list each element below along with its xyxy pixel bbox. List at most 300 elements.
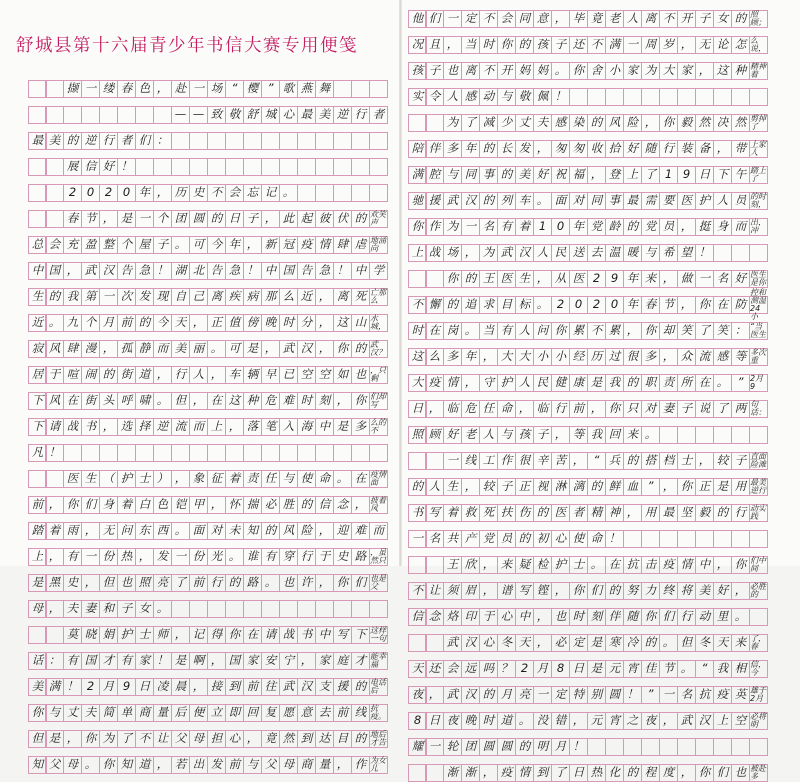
grid-cell: 与 <box>497 88 516 106</box>
grid-cell: 国 <box>81 652 100 670</box>
grid-cell <box>731 426 750 444</box>
grid-cell: 档 <box>659 452 678 470</box>
grid-cell: 年 <box>461 140 480 158</box>
grid-cell: ！ <box>569 738 588 756</box>
grid-cell: 复 <box>261 704 280 722</box>
grid-cell: 责 <box>243 470 262 488</box>
grid-cell <box>171 132 190 150</box>
grid-cell: 必将明 <box>750 712 766 729</box>
grid-cell: 他 <box>408 10 427 28</box>
grid-cell: ， <box>315 314 334 332</box>
grid-cell: 相 <box>731 660 750 678</box>
grid-cell: （ <box>99 470 118 488</box>
grid-cell: 告 <box>207 262 226 280</box>
grid-cell: 胜 <box>279 496 298 514</box>
grid-cell: 舒 <box>243 106 262 124</box>
grid-cell: ， <box>243 730 262 748</box>
grid-cell: 很 <box>623 348 642 366</box>
grid-cell: 丽 <box>189 340 208 358</box>
grid-cell: 与 <box>45 704 64 722</box>
grid-cell: 色 <box>153 496 172 514</box>
grid-cell: 请 <box>261 626 280 644</box>
grid-cell: 控和测温24小 <box>750 288 766 321</box>
grid-cell: 空 <box>731 712 750 730</box>
grid-cell: 生 <box>28 288 47 306</box>
grid-cell: 往 <box>261 678 280 696</box>
grid-cell <box>243 132 262 150</box>
right-writing-grid <box>408 10 768 782</box>
grid-cell <box>731 88 750 106</box>
grid-cell: 空 <box>315 366 334 384</box>
grid-cell <box>333 600 352 618</box>
grid-cell: 漓 <box>569 478 588 496</box>
grid-cell: 责 <box>659 374 678 392</box>
grid-cell: 会 <box>45 236 64 254</box>
grid-cell: 程 <box>641 764 660 782</box>
grid-cell: ！ <box>605 530 624 548</box>
grid-cell: 城 <box>261 106 280 124</box>
grid-cell: 名 <box>479 218 498 236</box>
grid-cell: 正 <box>695 478 714 496</box>
grid-cell: 光 <box>207 548 226 566</box>
grid-cell: 多 <box>443 140 462 158</box>
grid-cell: 如 <box>333 366 352 384</box>
grid-cell: 时 <box>408 322 427 340</box>
grid-cell: 不 <box>587 322 606 340</box>
grid-cell: 时 <box>279 314 298 332</box>
grid-cell: 国 <box>279 262 298 280</box>
grid-cell <box>261 158 280 176</box>
grid-cell: 然 <box>731 114 750 132</box>
grid-cell: ， <box>533 634 552 652</box>
grid-cell: 一 <box>533 686 552 704</box>
grid-cell: 上家人 <box>750 140 766 157</box>
grid-cell: 问 <box>533 322 552 340</box>
grid-cell: 医 <box>551 504 570 522</box>
grid-cell: 备 <box>695 140 714 158</box>
grid-cell: 一 <box>425 738 444 756</box>
grid-cell: 年 <box>225 236 244 254</box>
grid-cell: 圆 <box>497 738 516 756</box>
grid-cell: 防 <box>731 296 750 314</box>
grid-cell: 。 <box>153 392 172 410</box>
grid-cell: 笔 <box>261 418 280 436</box>
grid-cell: 在 <box>243 626 262 644</box>
grid-cell: 危 <box>261 392 280 410</box>
grid-cell: ， <box>189 314 208 332</box>
grid-cell: 。 <box>171 522 190 540</box>
grid-cell: 用 <box>731 478 750 496</box>
grid-cell: 信 <box>81 158 100 176</box>
grid-cell: 选 <box>117 418 136 436</box>
grid-cell <box>333 132 352 150</box>
grid-cell: 下 <box>28 392 47 410</box>
grid-cell: 你 <box>641 608 660 626</box>
grid-cell: 节 <box>659 660 678 678</box>
grid-cell: 最 <box>623 192 642 210</box>
grid-cell <box>425 452 444 470</box>
grid-cell: 元 <box>605 660 624 678</box>
grid-cell: 春 <box>117 80 136 98</box>
grid-cell: 们 <box>425 10 444 28</box>
grid-cell: 过 <box>605 348 624 366</box>
grid-cell: 母 <box>63 756 82 774</box>
grid-cell: 庭 <box>333 652 352 670</box>
grid-cell: ， <box>297 652 316 670</box>
grid-cell: 离 <box>461 62 480 80</box>
grid-cell: 最 <box>28 132 47 150</box>
grid-cell: 种 <box>243 392 262 410</box>
grid-cell: 于 <box>45 366 64 384</box>
grid-cell: 开 <box>677 10 696 28</box>
grid-cell: 救 <box>461 504 480 522</box>
grid-cell <box>99 444 118 462</box>
grid-cell: 的 <box>443 296 462 314</box>
grid-cell: 人 <box>189 366 208 384</box>
grid-cell <box>623 88 642 106</box>
grid-cell: 民 <box>551 244 570 262</box>
grid-cell: 同 <box>587 192 606 210</box>
grid-cell: 下 <box>713 166 732 184</box>
grid-cell: 亡那么 <box>370 288 386 305</box>
grid-cell: 满 <box>45 678 64 696</box>
grid-cell <box>225 132 244 150</box>
grid-cell: 美 <box>515 166 534 184</box>
grid-cell: 国 <box>225 652 244 670</box>
grid-cell: 生 <box>443 478 462 496</box>
grid-cell: ， <box>479 764 498 782</box>
grid-cell <box>279 158 298 176</box>
grid-cell: 美 <box>45 132 64 150</box>
grid-cell: ， <box>659 348 678 366</box>
grid-cell <box>659 426 678 444</box>
grid-cell: 你 <box>333 574 352 592</box>
grid-cell: 展 <box>63 158 82 176</box>
grid-cell: ， <box>333 392 352 410</box>
grid-cell: 空 <box>297 366 316 384</box>
grid-cell: 守 <box>479 374 498 392</box>
grid-cell: 肆 <box>333 236 352 254</box>
grid-cell <box>351 444 370 462</box>
grid-cell: 疫情面 <box>370 470 386 487</box>
grid-cell: 了 <box>713 400 732 418</box>
grid-cell: ， <box>695 452 714 470</box>
grid-cell: ， <box>261 210 280 228</box>
grid-cell: 信 <box>315 496 334 514</box>
grid-cell: 。 <box>731 608 750 626</box>
grid-cell: 的 <box>497 166 516 184</box>
grid-cell: 月 <box>551 738 570 756</box>
grid-cell <box>45 626 64 644</box>
grid-cell: 可 <box>189 236 208 254</box>
grid-cell <box>677 530 696 548</box>
grid-cell <box>749 530 768 548</box>
grid-cell: 中 <box>695 556 714 574</box>
grid-cell: 孩 <box>408 62 427 80</box>
right-page <box>402 0 800 781</box>
grid-cell: 不 <box>587 36 606 54</box>
grid-cell: 问 <box>117 522 136 540</box>
grid-cell: 会 <box>443 660 462 678</box>
grid-cell: ， <box>171 626 190 644</box>
grid-cell: 告 <box>117 262 136 280</box>
grid-cell: 新 <box>261 236 280 254</box>
grid-cell: 战 <box>279 626 298 644</box>
grid-cell: 最 <box>659 504 678 522</box>
grid-cell: 人 <box>443 88 462 106</box>
grid-cell: 敬 <box>515 88 534 106</box>
grid-cell: 武 <box>81 262 100 280</box>
grid-cell <box>623 738 642 756</box>
grid-cell: 搭 <box>641 452 660 470</box>
grid-cell: 将 <box>677 582 696 600</box>
grid-cell: 等 <box>731 348 750 366</box>
grid-cell <box>713 426 732 444</box>
grid-cell: 懈 <box>425 296 444 314</box>
grid-cell: 便 <box>189 704 208 722</box>
grid-cell: 母 <box>189 730 208 748</box>
grid-cell <box>297 444 316 462</box>
grid-cell: 动 <box>695 608 714 626</box>
grid-cell: 夜 <box>408 686 427 704</box>
grid-cell <box>279 600 298 618</box>
grid-cell: 列 <box>497 192 516 210</box>
grid-cell: 是 <box>587 374 606 392</box>
grid-cell: 。 <box>81 756 100 774</box>
grid-cell: 然 <box>695 114 714 132</box>
grid-cell: 写 <box>333 626 352 644</box>
grid-cell: 也是父 <box>370 574 386 591</box>
grid-cell <box>207 600 226 618</box>
grid-cell: ， <box>533 270 552 288</box>
grid-cell: 笑 <box>677 322 696 340</box>
grid-cell: 不 <box>479 62 498 80</box>
grid-cell: 挺 <box>695 218 714 236</box>
grid-cell: 湖 <box>171 262 190 280</box>
grid-cell: 辆 <box>243 366 262 384</box>
grid-cell: 护 <box>117 470 136 488</box>
grid-cell: 康 <box>569 374 588 392</box>
grid-cell <box>369 184 388 202</box>
grid-cell: 值 <box>225 314 244 332</box>
grid-cell: 于 <box>479 608 498 626</box>
grid-cell: 上 <box>408 244 427 262</box>
grid-cell: 甲 <box>189 496 208 514</box>
grid-cell: 使 <box>297 470 316 488</box>
grid-cell: 冷 <box>623 634 642 652</box>
grid-cell: 单 <box>117 704 136 722</box>
grid-cell: 歌 <box>279 80 298 98</box>
grid-cell: ， <box>587 400 606 418</box>
grid-cell: 护 <box>497 374 516 392</box>
grid-cell: 雄于2月 <box>750 686 766 703</box>
grid-cell: 武 <box>443 192 462 210</box>
grid-cell: 开 <box>497 62 516 80</box>
grid-cell: 书 <box>81 418 100 436</box>
grid-cell: 汉 <box>515 244 534 262</box>
grid-cell: 热 <box>117 548 136 566</box>
grid-cell: ， <box>81 574 100 592</box>
grid-cell: 。 <box>677 660 696 678</box>
grid-cell: 车 <box>225 366 244 384</box>
grid-cell: ， <box>461 244 480 262</box>
grid-cell: 名 <box>713 270 732 288</box>
grid-cell: “ <box>695 660 714 678</box>
grid-cell: 同 <box>461 166 480 184</box>
grid-cell <box>45 158 64 176</box>
grid-cell: 行 <box>297 548 316 566</box>
grid-cell: ， <box>569 452 588 470</box>
grid-cell: 收 <box>587 140 606 158</box>
grid-cell: 2 <box>551 296 570 314</box>
grid-cell: 伏 <box>333 210 352 228</box>
grid-cell: 自 <box>171 288 190 306</box>
grid-cell <box>605 88 624 106</box>
grid-cell: 若 <box>171 756 190 774</box>
grid-cell: 武 <box>443 686 462 704</box>
grid-cell: 母 <box>28 600 47 618</box>
grid-cell <box>153 158 172 176</box>
grid-cell: 为 <box>443 114 462 132</box>
grid-cell: 第 <box>81 288 100 306</box>
grid-cell: 未 <box>225 522 244 540</box>
grid-cell: 的 <box>461 270 480 288</box>
grid-cell: 为女儿 <box>370 756 386 773</box>
grid-cell: 是 <box>243 340 262 358</box>
grid-cell: 士 <box>569 556 588 574</box>
grid-cell: 日 <box>569 764 588 782</box>
grid-cell: ， <box>659 478 678 496</box>
grid-cell: 日 <box>225 210 244 228</box>
grid-cell <box>189 600 208 618</box>
grid-cell: 大 <box>497 348 516 366</box>
grid-cell: ！ <box>333 262 352 280</box>
grid-cell <box>425 634 444 652</box>
grid-cell: 命 <box>315 470 334 488</box>
grid-cell: 黑 <box>45 574 64 592</box>
grid-cell: 决 <box>713 114 732 132</box>
grid-cell: 信 <box>408 608 427 626</box>
grid-cell: 日 <box>135 678 154 696</box>
grid-cell <box>279 444 298 462</box>
grid-cell: 欣 <box>461 556 480 574</box>
grid-cell: 子 <box>497 478 516 496</box>
grid-cell: ！ <box>153 262 172 280</box>
grid-cell: 0 <box>551 218 570 236</box>
grid-cell <box>297 158 316 176</box>
grid-cell: ， <box>207 496 226 514</box>
grid-cell: 心 <box>551 530 570 548</box>
grid-cell: 工 <box>479 452 498 470</box>
grid-cell: 日 <box>425 712 444 730</box>
grid-cell: ， <box>677 296 696 314</box>
grid-cell: 北 <box>189 262 208 280</box>
grid-cell <box>587 738 606 756</box>
grid-cell <box>425 764 444 782</box>
grid-cell: 的 <box>261 522 280 540</box>
grid-cell: 节 <box>659 296 678 314</box>
grid-cell: 照 <box>408 426 427 444</box>
grid-cell: 晚 <box>461 712 480 730</box>
grid-cell: 年 <box>623 270 642 288</box>
grid-cell: 。 <box>225 548 244 566</box>
grid-cell: 父 <box>261 756 280 774</box>
grid-cell: 冠 <box>279 236 298 254</box>
grid-cell: ， <box>623 322 642 340</box>
grid-cell: ” <box>261 80 280 98</box>
grid-cell: 前 <box>569 400 588 418</box>
grid-cell: ， <box>425 400 444 418</box>
grid-cell: 满 <box>408 166 427 184</box>
grid-cell <box>63 444 82 462</box>
grid-cell: 而 <box>731 218 750 236</box>
grid-cell: 你 <box>63 496 82 514</box>
grid-cell: 武 <box>279 340 298 358</box>
grid-cell: 家 <box>623 62 642 80</box>
grid-cell: 你 <box>569 582 588 600</box>
grid-cell: 天 <box>408 660 427 678</box>
grid-cell: ” <box>641 478 660 496</box>
grid-cell: ， <box>63 730 82 748</box>
grid-cell: 你 <box>28 704 47 722</box>
grid-cell: 的 <box>515 36 534 54</box>
grid-cell: 里 <box>713 608 732 626</box>
grid-cell: 赴 <box>171 80 190 98</box>
grid-cell: 。 <box>45 314 64 332</box>
grid-cell: 战 <box>425 244 444 262</box>
grid-cell: 护 <box>117 626 136 644</box>
grid-cell: 老 <box>605 10 624 28</box>
grid-cell: 行 <box>677 608 696 626</box>
grid-cell: 欢笑声 <box>370 210 386 227</box>
grid-cell: 然 <box>279 730 298 748</box>
grid-cell: ， <box>551 426 570 444</box>
grid-cell: 是 <box>587 634 606 652</box>
grid-cell: 很 <box>515 452 534 470</box>
grid-cell: 行 <box>551 400 570 418</box>
grid-cell: 轮 <box>443 738 462 756</box>
grid-cell: 行 <box>731 504 750 522</box>
grid-cell: 佩 <box>533 88 552 106</box>
grid-cell: 子 <box>153 236 172 254</box>
grid-cell <box>425 556 444 574</box>
grid-cell: 疫 <box>425 374 444 392</box>
grid-cell: ， <box>731 582 750 600</box>
grid-cell: — <box>189 106 208 124</box>
grid-cell: 身 <box>99 496 118 514</box>
grid-cell: 疫 <box>659 556 678 574</box>
grid-cell: 好 <box>731 270 750 288</box>
grid-cell: 离 <box>333 288 352 306</box>
grid-cell: 小 <box>551 348 570 366</box>
grid-cell: 望 <box>677 244 696 262</box>
grid-cell: ， <box>315 340 334 358</box>
grid-cell: 匆 <box>551 140 570 158</box>
grid-cell: 拾 <box>605 140 624 158</box>
grid-cell: 情 <box>515 764 534 782</box>
grid-cell <box>677 738 696 756</box>
grid-cell: 来 <box>641 270 660 288</box>
grid-cell: 有 <box>497 322 516 340</box>
grid-cell: 任 <box>261 470 280 488</box>
grid-cell: 鲜 <box>605 478 624 496</box>
grid-cell: 美 <box>28 678 47 696</box>
grid-cell: 武 <box>443 634 462 652</box>
grid-cell: 份 <box>189 548 208 566</box>
grid-cell: 2 <box>515 660 534 678</box>
grid-cell: 彼 <box>315 210 334 228</box>
grid-cell: 傍 <box>243 314 262 332</box>
